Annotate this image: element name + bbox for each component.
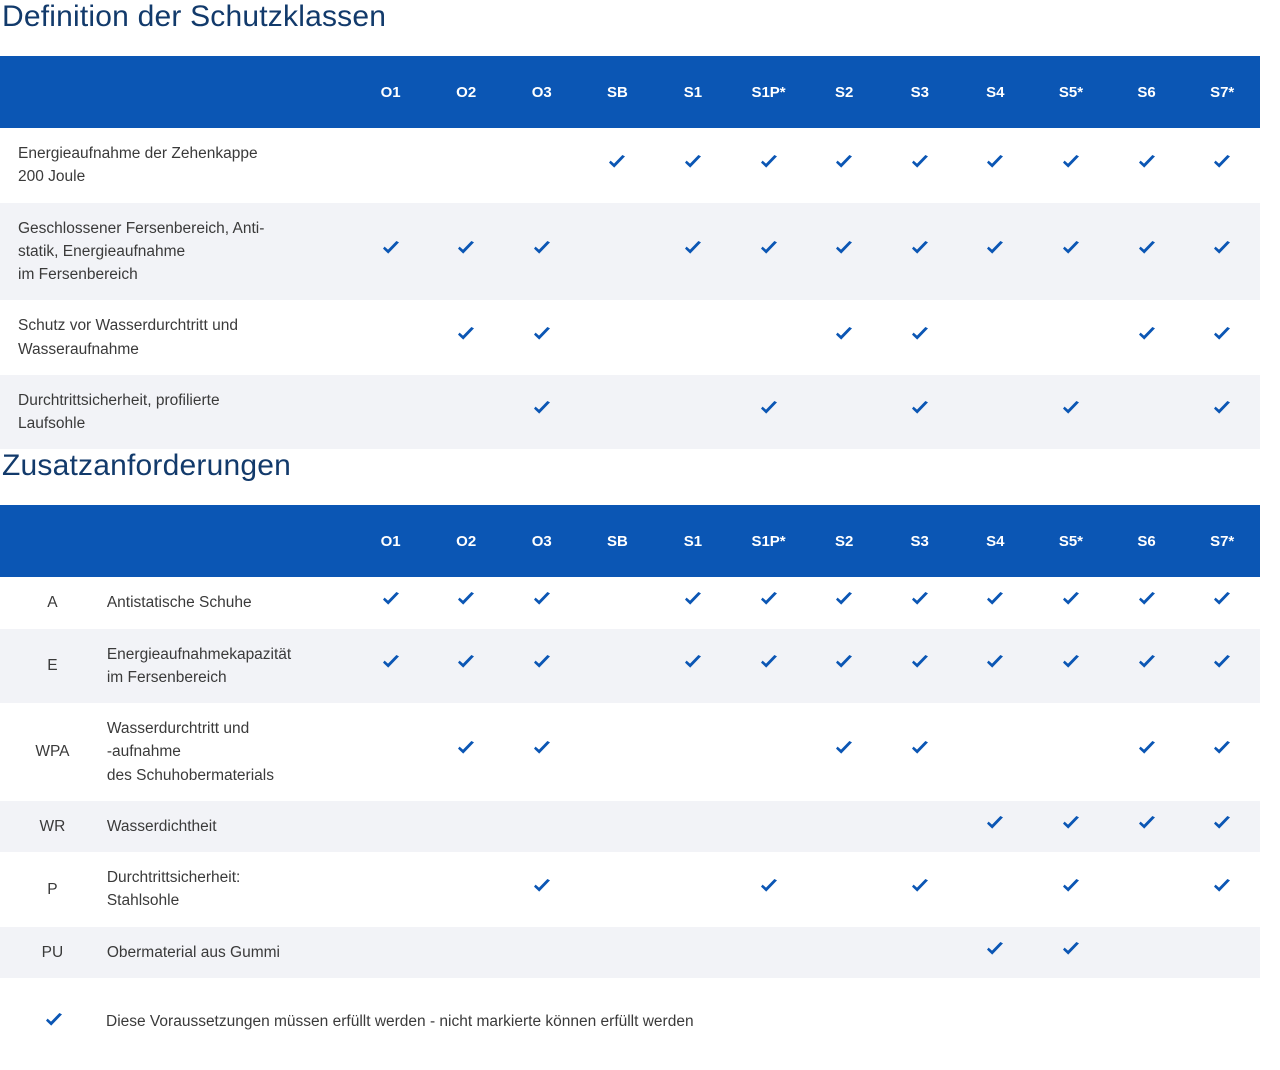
header-class-s1pstar: S1P* <box>731 56 807 128</box>
check-icon <box>1061 815 1081 831</box>
check-icon <box>759 154 779 170</box>
protection-classes-table-wrapper <box>0 56 1280 449</box>
cell-s1pstar <box>731 703 807 801</box>
check-icon <box>532 591 552 607</box>
check-icon <box>910 326 930 342</box>
cell-s1 <box>655 128 731 203</box>
cell-s1pstar <box>731 801 807 852</box>
cell-s6 <box>1109 577 1185 628</box>
cell-s2 <box>806 203 882 301</box>
cell-s7star <box>1184 300 1260 375</box>
cell-s2 <box>806 629 882 704</box>
cell-o2 <box>428 128 504 203</box>
cell-s6 <box>1109 703 1185 801</box>
cell-s4 <box>958 852 1034 927</box>
check-icon <box>1137 240 1157 256</box>
cell-s1pstar <box>731 300 807 375</box>
cell-sb <box>580 128 656 203</box>
check-icon <box>759 240 779 256</box>
cell-o1 <box>353 375 429 450</box>
cell-s7star <box>1184 852 1260 927</box>
check-icon <box>1212 815 1232 831</box>
check-icon <box>2 1012 106 1033</box>
check-icon <box>381 591 401 607</box>
check-icon <box>532 740 552 756</box>
cell-s5star <box>1033 375 1109 450</box>
check-icon <box>683 591 703 607</box>
cell-o2 <box>428 577 504 628</box>
cell-o1 <box>353 629 429 704</box>
cell-o1 <box>353 300 429 375</box>
table-row <box>0 629 1260 704</box>
cell-s3 <box>882 629 958 704</box>
row-description <box>105 703 353 801</box>
text-line: statik, Energieaufnahme <box>18 242 186 260</box>
header-class-o1: O1 <box>353 56 429 128</box>
check-icon <box>985 815 1005 831</box>
page-title: Definition der Schutzklassen <box>2 0 387 33</box>
cell-s3 <box>882 375 958 450</box>
check-icon <box>985 154 1005 170</box>
row-description <box>105 629 353 704</box>
header-requirement <box>0 56 353 128</box>
check-icon <box>1061 654 1081 670</box>
section-title-additional: Zusatzanforderungen <box>2 449 291 483</box>
text-line: Stahlsohle <box>106 892 180 910</box>
cell-s4 <box>958 300 1034 375</box>
cell-s2 <box>806 128 882 203</box>
check-icon <box>1137 154 1157 170</box>
cell-s1pstar <box>731 629 807 704</box>
table-row <box>0 852 1260 927</box>
cell-s1 <box>655 703 731 801</box>
cell-o2 <box>428 852 504 927</box>
cell-s1pstar <box>731 577 807 628</box>
row-code: PU <box>41 943 64 961</box>
check-icon <box>910 400 930 416</box>
table-row <box>0 300 1260 375</box>
cell-s5star <box>1033 801 1109 852</box>
text-line: Obermaterial aus Gummi <box>106 943 280 961</box>
check-icon <box>759 591 779 607</box>
legend <box>0 1012 1280 1033</box>
text-line: Geschlossener Fersenbereich, Anti- <box>18 219 265 237</box>
header-class-s4: S4 <box>958 56 1034 128</box>
cell-s2 <box>806 577 882 628</box>
check-icon <box>1061 240 1081 256</box>
header-class-s1pstar: S1P* <box>731 505 807 577</box>
check-icon <box>1212 154 1232 170</box>
check-icon <box>683 154 703 170</box>
cell-s2 <box>806 801 882 852</box>
check-icon <box>1137 654 1157 670</box>
cell-sb <box>580 801 656 852</box>
cell-o3 <box>504 128 580 203</box>
header-class-s7star: S7* <box>1184 56 1260 128</box>
row-code: WR <box>39 817 66 835</box>
text-line: Schutz vor Wasserdurchtritt und <box>18 317 238 335</box>
text-line: -aufnahme <box>106 743 181 761</box>
check-icon <box>532 400 552 416</box>
cell-s4 <box>958 203 1034 301</box>
check-icon <box>834 240 854 256</box>
check-icon <box>532 878 552 894</box>
header-class-o2: O2 <box>428 56 504 128</box>
header-class-sb: SB <box>580 505 656 577</box>
cell-o2 <box>428 300 504 375</box>
header-class-o2: O2 <box>428 505 504 577</box>
cell-s3 <box>882 300 958 375</box>
check-icon <box>1212 878 1232 894</box>
check-icon <box>834 740 854 756</box>
row-description <box>105 852 353 927</box>
cell-s4 <box>958 801 1034 852</box>
cell-s2 <box>806 300 882 375</box>
header-class-s2: S2 <box>806 505 882 577</box>
header-code <box>0 505 105 577</box>
check-icon <box>683 654 703 670</box>
cell-s6 <box>1109 629 1185 704</box>
cell-o3 <box>504 300 580 375</box>
row-code: A <box>47 594 58 612</box>
cell-o2 <box>428 203 504 301</box>
check-icon <box>1061 591 1081 607</box>
cell-s6 <box>1109 852 1185 927</box>
check-icon <box>1137 591 1157 607</box>
row-label <box>0 375 353 450</box>
check-icon <box>910 878 930 894</box>
cell-o2 <box>428 703 504 801</box>
row-label <box>0 203 353 301</box>
text-line: Energieaufnahme der Zehenkappe <box>18 145 258 162</box>
cell-s4 <box>958 128 1034 203</box>
cell-o3 <box>504 203 580 301</box>
header-class-s5star: S5* <box>1033 505 1109 577</box>
cell-s5star <box>1033 703 1109 801</box>
check-icon <box>1212 591 1232 607</box>
text-line: Durchtrittsicherheit: <box>106 869 241 886</box>
check-icon <box>683 240 703 256</box>
cell-o1 <box>353 577 429 628</box>
cell-s7star <box>1184 801 1260 852</box>
cell-s5star <box>1033 629 1109 704</box>
check-icon <box>532 654 552 670</box>
cell-s2 <box>806 927 882 978</box>
cell-s6 <box>1109 375 1185 450</box>
row-description <box>105 577 353 628</box>
cell-s3 <box>882 703 958 801</box>
text-line: im Fersenbereich <box>106 668 227 686</box>
cell-s5star <box>1033 927 1109 978</box>
cell-s2 <box>806 375 882 450</box>
check-icon <box>1212 654 1232 670</box>
text-line: Wasseraufnahme <box>18 340 139 358</box>
check-icon <box>1137 740 1157 756</box>
table-header-row <box>0 505 1260 577</box>
cell-o1 <box>353 852 429 927</box>
cell-o1 <box>353 801 429 852</box>
cell-o2 <box>428 927 504 978</box>
header-class-s3: S3 <box>882 505 958 577</box>
additional-requirements-table <box>0 505 1260 978</box>
check-icon <box>456 240 476 256</box>
check-icon <box>834 654 854 670</box>
table-row <box>0 801 1260 852</box>
text-line: im Fersenbereich <box>18 266 138 283</box>
cell-s7star <box>1184 203 1260 301</box>
cell-s6 <box>1109 927 1185 978</box>
cell-s5star <box>1033 203 1109 301</box>
check-icon <box>1212 740 1232 756</box>
check-icon <box>834 154 854 170</box>
cell-s1 <box>655 300 731 375</box>
header-class-o3: O3 <box>504 56 580 128</box>
cell-s1pstar <box>731 203 807 301</box>
cell-sb <box>580 927 656 978</box>
table-row <box>0 375 1260 450</box>
cell-s6 <box>1109 300 1185 375</box>
header-class-s1: S1 <box>655 56 731 128</box>
check-icon <box>532 240 552 256</box>
text-line: Energieaufnahmekapazität <box>106 645 292 663</box>
check-icon <box>1061 154 1081 170</box>
cell-s7star <box>1184 577 1260 628</box>
check-icon <box>456 591 476 607</box>
protection-classes-table <box>0 56 1260 449</box>
text-line: Wasserdichtheit <box>106 817 217 835</box>
check-icon <box>1061 400 1081 416</box>
check-icon <box>607 154 627 170</box>
header-class-s6: S6 <box>1109 505 1185 577</box>
cell-sb <box>580 629 656 704</box>
check-icon <box>910 654 930 670</box>
check-icon <box>1212 400 1232 416</box>
legend-text: Diese Voraussetzungen müssen erfüllt werden - nicht markierte können erfüllt werden <box>106 1013 694 1031</box>
text-line: des Schuhobermaterials <box>106 766 274 784</box>
header-class-o3: O3 <box>504 505 580 577</box>
check-icon <box>834 591 854 607</box>
cell-s1 <box>655 375 731 450</box>
check-icon <box>910 740 930 756</box>
cell-o3 <box>504 703 580 801</box>
header-class-s7star: S7* <box>1184 505 1260 577</box>
cell-sb <box>580 852 656 927</box>
text-line: Durchtrittsicherheit, profilierte <box>18 391 220 409</box>
cell-o3 <box>504 801 580 852</box>
text-line: 200 Joule <box>18 168 86 186</box>
check-icon <box>759 654 779 670</box>
header-class-s6: S6 <box>1109 56 1185 128</box>
row-code: WPA <box>35 743 70 761</box>
header-class-s3: S3 <box>882 56 958 128</box>
row-description <box>105 927 353 978</box>
check-icon <box>456 326 476 342</box>
cell-o2 <box>428 629 504 704</box>
cell-sb <box>580 577 656 628</box>
cell-s3 <box>882 128 958 203</box>
cell-s5star <box>1033 128 1109 203</box>
row-code: P <box>47 880 58 898</box>
check-icon <box>456 740 476 756</box>
check-icon <box>910 240 930 256</box>
text-line: Antistatische Schuhe <box>106 594 252 612</box>
cell-o1 <box>353 703 429 801</box>
cell-sb <box>580 203 656 301</box>
header-class-s5star: S5* <box>1033 56 1109 128</box>
check-icon <box>381 240 401 256</box>
cell-o1 <box>353 203 429 301</box>
cell-s1pstar <box>731 927 807 978</box>
check-icon <box>1137 815 1157 831</box>
cell-s7star <box>1184 629 1260 704</box>
cell-o2 <box>428 801 504 852</box>
cell-s1 <box>655 203 731 301</box>
cell-s1 <box>655 927 731 978</box>
cell-sb <box>580 703 656 801</box>
cell-sb <box>580 375 656 450</box>
table-header-row <box>0 56 1260 128</box>
cell-s1 <box>655 852 731 927</box>
check-icon <box>910 591 930 607</box>
cell-s6 <box>1109 801 1185 852</box>
cell-s3 <box>882 203 958 301</box>
text-line: Laufsohle <box>18 415 86 432</box>
cell-s4 <box>958 927 1034 978</box>
cell-o3 <box>504 852 580 927</box>
table-row <box>0 203 1260 301</box>
cell-o3 <box>504 577 580 628</box>
cell-o3 <box>504 927 580 978</box>
text-line: Wasserdurchtritt und <box>106 720 250 737</box>
header-class-o1: O1 <box>353 505 429 577</box>
cell-s4 <box>958 375 1034 450</box>
check-icon <box>759 400 779 416</box>
cell-o1 <box>353 927 429 978</box>
table-row <box>0 577 1260 628</box>
cell-s6 <box>1109 203 1185 301</box>
check-icon <box>1061 878 1081 894</box>
header-class-s2: S2 <box>806 56 882 128</box>
check-icon <box>985 591 1005 607</box>
cell-s3 <box>882 577 958 628</box>
cell-s1pstar <box>731 128 807 203</box>
table-row <box>0 128 1260 203</box>
cell-s7star <box>1184 128 1260 203</box>
cell-s2 <box>806 703 882 801</box>
cell-s5star <box>1033 300 1109 375</box>
check-icon <box>985 941 1005 957</box>
check-icon <box>532 326 552 342</box>
check-icon <box>1137 326 1157 342</box>
check-icon <box>834 326 854 342</box>
cell-s1pstar <box>731 375 807 450</box>
check-icon <box>456 654 476 670</box>
check-icon <box>381 654 401 670</box>
check-icon <box>985 240 1005 256</box>
cell-s2 <box>806 852 882 927</box>
row-label <box>0 300 353 375</box>
cell-s4 <box>958 629 1034 704</box>
cell-s6 <box>1109 128 1185 203</box>
cell-o2 <box>428 375 504 450</box>
check-icon <box>985 654 1005 670</box>
cell-s3 <box>882 801 958 852</box>
cell-sb <box>580 300 656 375</box>
check-icon <box>1061 941 1081 957</box>
table-row <box>0 927 1260 978</box>
cell-o1 <box>353 128 429 203</box>
row-code: E <box>47 657 58 675</box>
cell-s7star <box>1184 375 1260 450</box>
header-class-sb: SB <box>580 56 656 128</box>
additional-requirements-table-wrapper <box>0 505 1280 978</box>
cell-s7star <box>1184 703 1260 801</box>
cell-s1 <box>655 629 731 704</box>
check-icon <box>1212 326 1232 342</box>
check-icon <box>910 154 930 170</box>
row-label <box>0 128 353 203</box>
check-icon <box>759 878 779 894</box>
table-row <box>0 703 1260 801</box>
cell-s3 <box>882 927 958 978</box>
cell-s1 <box>655 577 731 628</box>
header-class-s4: S4 <box>958 505 1034 577</box>
cell-s5star <box>1033 577 1109 628</box>
cell-s5star <box>1033 852 1109 927</box>
cell-s1 <box>655 801 731 852</box>
cell-s7star <box>1184 927 1260 978</box>
cell-o3 <box>504 629 580 704</box>
cell-s4 <box>958 577 1034 628</box>
cell-s4 <box>958 703 1034 801</box>
check-icon <box>1212 240 1232 256</box>
cell-s1pstar <box>731 852 807 927</box>
row-description <box>105 801 353 852</box>
cell-o3 <box>504 375 580 450</box>
header-description <box>105 505 353 577</box>
header-class-s1: S1 <box>655 505 731 577</box>
cell-s3 <box>882 852 958 927</box>
